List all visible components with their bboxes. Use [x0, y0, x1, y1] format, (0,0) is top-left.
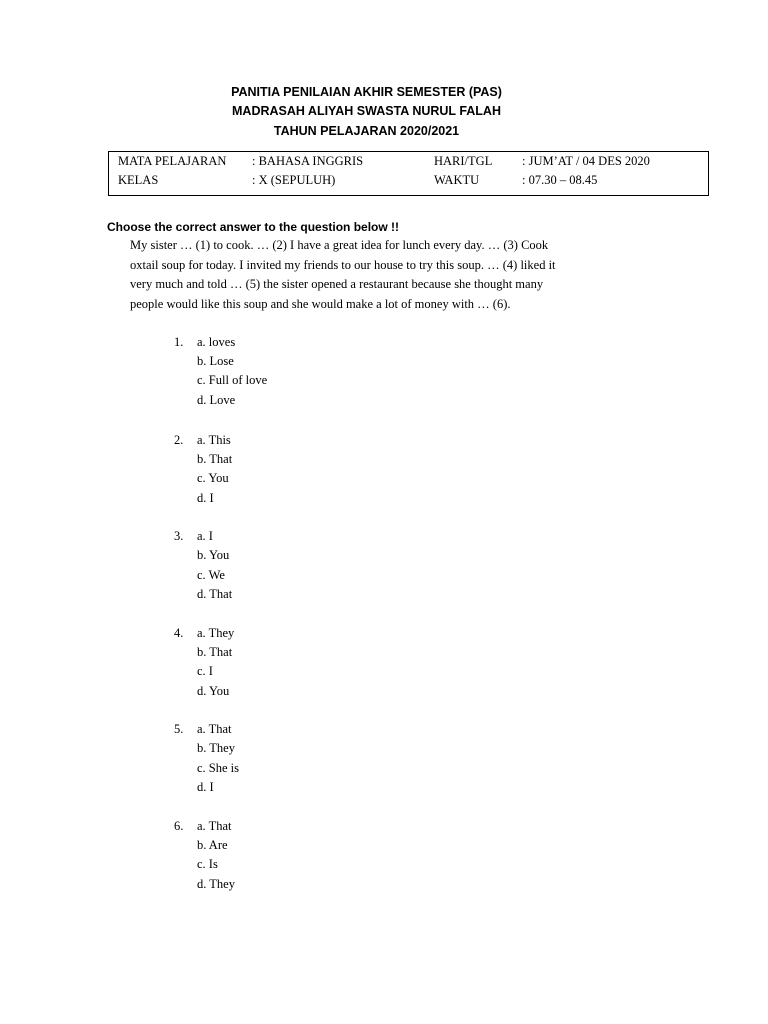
option-c: c. We	[197, 568, 225, 582]
option-a: a. They	[197, 626, 235, 640]
option-a: a. I	[197, 529, 213, 543]
option-d: d. They	[197, 877, 235, 891]
option-b: b. Lose	[197, 354, 234, 368]
passage-line: My sister … (1) to cook. … (2) I have a great idea for lunch every day. … (3) Cook	[130, 238, 549, 252]
passage-line: people would like this soup and she would make a lot of money with … (6).	[130, 297, 511, 311]
passage-line: very much and told … (5) the sister opened a restaurant because she thought many	[130, 277, 544, 291]
option-d: d. That	[197, 587, 233, 601]
class-label: KELAS	[118, 173, 159, 187]
option-b: b. They	[197, 741, 235, 755]
question-number: 3.	[174, 529, 184, 543]
option-d: d. I	[197, 491, 214, 505]
option-c: c. She is	[197, 761, 240, 775]
option-c: c. You	[197, 471, 229, 485]
option-a: a. That	[197, 722, 232, 736]
question-number: 6.	[174, 819, 184, 833]
time-label: WAKTU	[434, 173, 480, 187]
option-a: a. loves	[197, 335, 236, 349]
class-value: : X (SEPULUH)	[252, 173, 336, 187]
option-c: c. Is	[197, 857, 218, 871]
option-b: b. That	[197, 645, 233, 659]
option-d: d. You	[197, 684, 230, 698]
option-b: b. You	[197, 548, 230, 562]
question-number: 5.	[174, 722, 184, 736]
question-number: 4.	[174, 626, 184, 640]
option-d: d. I	[197, 780, 214, 794]
header-line-2: MADRASAH ALIYAH SWASTA NURUL FALAH	[232, 104, 501, 118]
instruction: Choose the correct answer to the question below !!	[107, 220, 400, 234]
header-line-3: TAHUN PELAJARAN 2020/2021	[273, 124, 460, 138]
option-a: a. That	[197, 819, 232, 833]
time-value: : 07.30 – 08.45	[522, 173, 598, 187]
option-b: b. Are	[197, 838, 228, 852]
question-number: 2.	[174, 433, 184, 447]
passage-line: oxtail soup for today. I invited my friends to our house to try this soup. … (4) liked it	[130, 258, 556, 272]
header-line-1: PANITIA PENILAIAN AKHIR SEMESTER (PAS)	[231, 85, 502, 99]
option-d: d. Love	[197, 393, 236, 407]
option-c: c. I	[197, 664, 213, 678]
subject-label: MATA PELAJARAN	[118, 154, 227, 168]
day-label: HARI/TGL	[434, 154, 493, 168]
option-c: c. Full of love	[197, 373, 268, 387]
question-number: 1.	[174, 335, 184, 349]
exam-info-box	[108, 151, 709, 196]
subject-value: : BAHASA INGGRIS	[252, 154, 364, 168]
option-a: a. This	[197, 433, 231, 447]
option-b: b. That	[197, 452, 233, 466]
day-value: : JUM’AT / 04 DES 2020	[522, 154, 650, 168]
